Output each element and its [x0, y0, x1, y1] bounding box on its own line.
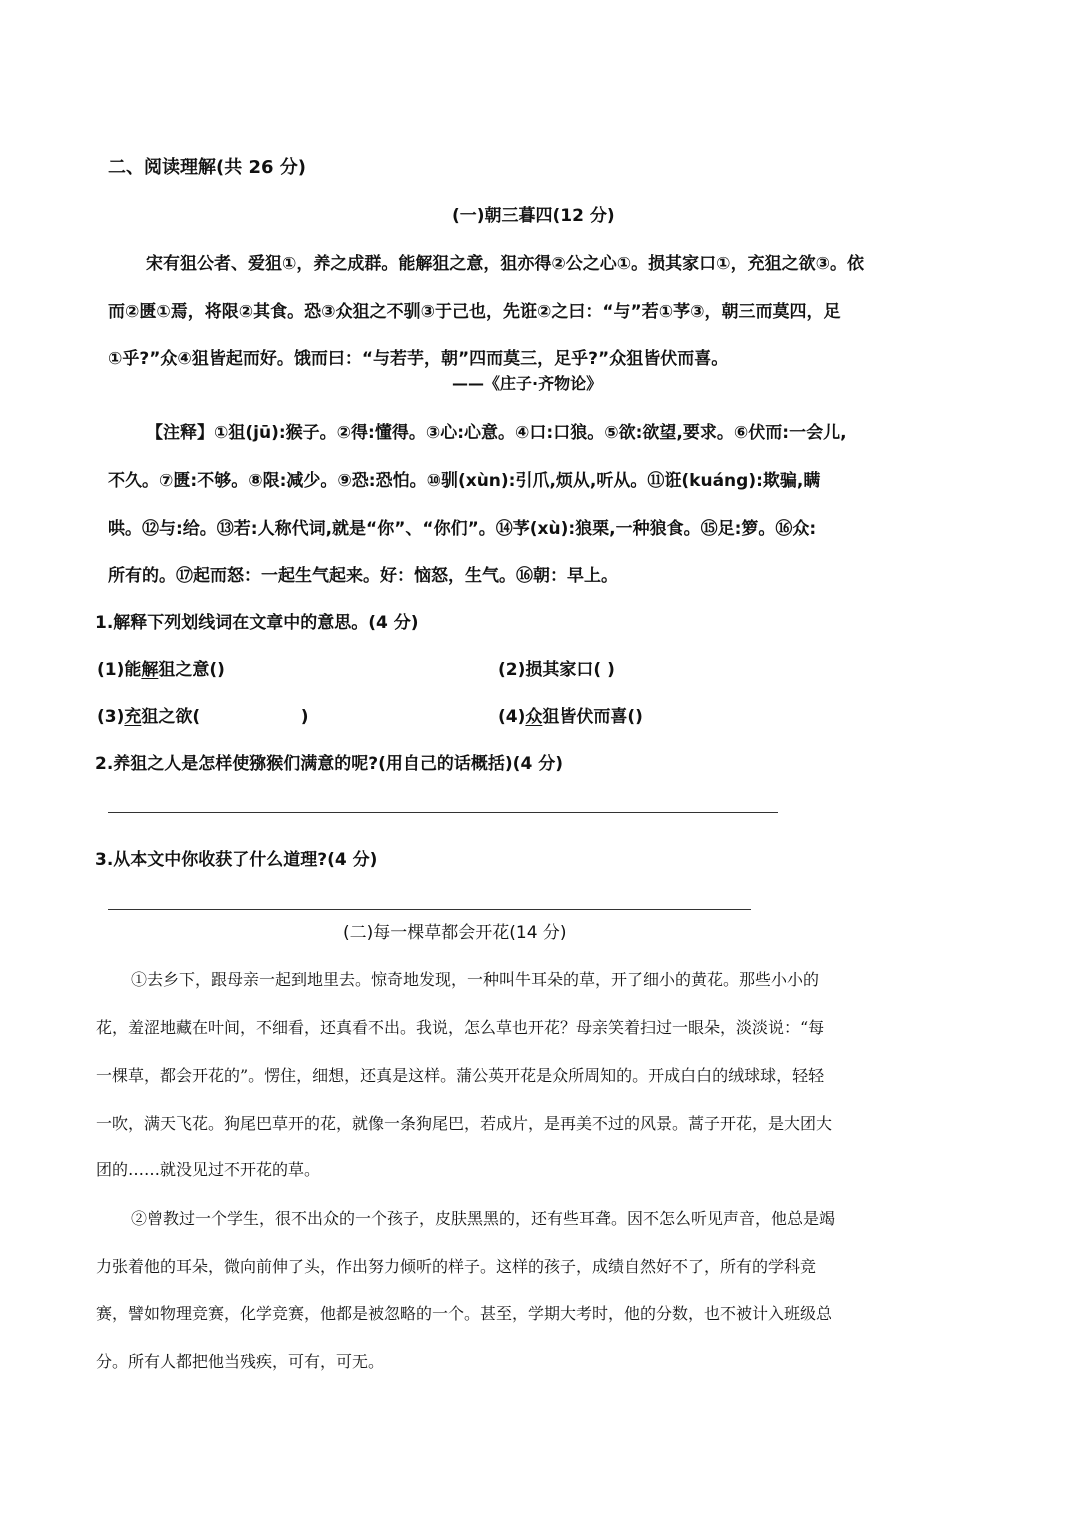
question-3-prompt: 3.从本文中你收获了什么道理?(4 分)	[95, 850, 378, 870]
item-prefix: (4)	[498, 707, 526, 727]
item-suffix: 狙之意()	[158, 660, 225, 680]
question-1-item-2	[498, 655, 615, 680]
item-suffix: ( )	[593, 660, 615, 680]
item-prefix: (2)损其家口	[498, 660, 594, 680]
passage2-p2-line-1: ②曾教过一个学生，很不出众的一个孩子，皮肤黑黑的，还有些耳聋。因不怎么听见声音，他总是竭	[131, 1209, 836, 1228]
passage2-p2-line-2: 力张着他的耳朵，微向前伸了头，作出努力倾听的样子。这样的孩子，成绩自然好不了，所有的学科竞	[96, 1257, 817, 1276]
passage1-line-2: 而②匮①焉，将限②其食。恐③众狙之不驯③于己也，先诳②之曰：“与”若①芧③，朝三而莫四，足	[108, 302, 841, 322]
underlined-word: 众	[525, 707, 543, 727]
passage1-line-1: 宋有狙公者、爱狙①，养之成群。能解狙之意，狙亦得②公之心①。损其家口①，充狙之欲③。依	[146, 254, 864, 274]
passage2-p2-line-3: 赛，譬如物理竞赛，化学竞赛，他都是被忽略的一个。甚至，学期大考时，他的分数，也不被计入班级总	[96, 1304, 833, 1323]
question-2-prompt: 2.养狙之人是怎样使猕猴们满意的呢?(用自己的话概括)(4 分)	[95, 754, 563, 774]
notes-line-3: 哄。⑫与:给。⑬若:人称代词,就是“你”、“你们”。⑭芧(xù):狼栗,一种狼食。⑮足:箩。⑯众:	[108, 519, 817, 539]
underlined-word: 解	[141, 660, 159, 680]
item-suffix: 狙之欲( )	[141, 707, 309, 727]
passage1-line-3: ①乎?”众④狙皆起而好。饿而曰：“与若芋，朝”四而莫三，足乎?”众狙皆伏而喜。	[108, 349, 729, 369]
item-prefix: (1)能	[97, 660, 142, 680]
answer-line-2	[108, 812, 778, 813]
question-1-item-4	[498, 702, 643, 727]
underlined-word: 充	[124, 707, 142, 727]
item-prefix: (3)	[97, 707, 125, 727]
question-1-item-3	[97, 702, 309, 727]
answer-line-3	[108, 909, 751, 910]
passage2-p1-line-2: 花，羞涩地藏在叶间，不细看，还真看不出。我说，怎么草也开花？母亲笑着扫过一眼朵，淡淡说：“每	[96, 1018, 825, 1037]
passage2-p1-line-1: ①去乡下，跟母亲一起到地里去。惊奇地发现，一种叫牛耳朵的草，开了细小的黄花。那些小小的	[131, 970, 820, 989]
passage2-p2-line-4: 分。所有人都把他当残疾，可有，可无。	[96, 1352, 385, 1371]
notes-line-4: 所有的。⑰起而怒：一起生气起来。好：恼怒，生气。⑯朝：早上。	[108, 566, 618, 586]
passage2-p1-line-5: 团的……就没见过不开花的草。	[96, 1160, 321, 1179]
passage1-title: (一)朝三暮四(12 分)	[452, 206, 615, 226]
passage2-title: (二)每一棵草都会开花(14 分)	[343, 923, 567, 943]
passage1-source: ——《庄子·齐物论》	[452, 374, 603, 393]
notes-line-1: 【注释】①狙(jū):猴子。②得:懂得。③心:心意。④口:口狼。⑤欲:欲望,要求。⑥伏而:一会儿,	[146, 423, 847, 443]
item-suffix: 狙皆伏而喜()	[542, 707, 643, 727]
question-1-prompt: 1.解释下列划线词在文章中的意思。(4 分)	[95, 613, 419, 633]
notes-line-2: 不久。⑦匮:不够。⑧限:减少。⑨恐:恐怕。⑩驯(xùn):引爪,烦从,听从。⑪诳(kuáng):欺骗,瞒	[108, 471, 821, 491]
passage2-p1-line-3: 一棵草，都会开花的”。愣住，细想，还真是这样。蒲公英开花是众所周知的。开成白白的绒球球，轻轻	[96, 1066, 825, 1085]
question-1-item-1	[97, 655, 225, 680]
passage2-p1-line-4: 一吹，满天飞花。狗尾巴草开的花，就像一条狗尾巴，若成片，是再美不过的风景。蒿子开花，是大团大	[96, 1114, 833, 1133]
section-title: 二、阅读理解(共 26 分)	[108, 157, 307, 178]
